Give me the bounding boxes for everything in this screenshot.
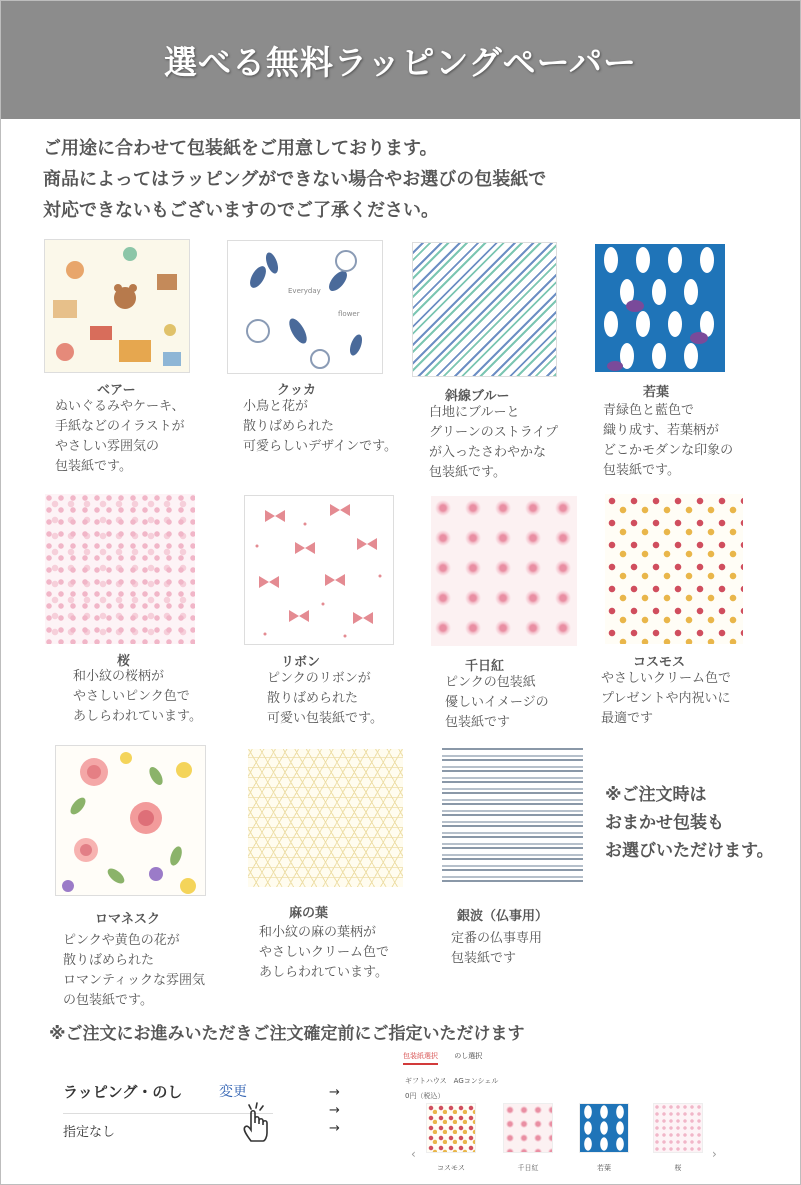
mini-senichiko-swatch[interactable] [503,1103,553,1153]
arrow-icon: → [329,1121,340,1136]
paper-description: 白地にブルーと グリーンのストライプ が入ったさわやかな 包装紙です。 [429,405,558,480]
intro-line: 商品によってはラッピングができない場合やお選びの包装紙で [43,169,547,190]
ribbon-pattern-swatch [244,495,394,645]
mini-sakura-swatch[interactable] [653,1103,703,1153]
paper-name: クッカ [277,383,317,398]
pointer-hand-icon [239,1101,275,1147]
paper-description: ピンクのリボンが 散りばめられた 可愛い包装紙です。 [267,671,383,726]
mini-shop-name: ギフトハウス AGコンシェル [405,1077,499,1085]
senichiko-pattern-swatch [431,496,577,646]
ginpa-pattern-swatch [442,747,583,887]
paper-name: 若葉 [643,385,670,400]
tab-noshi[interactable]: のし選択 [454,1052,483,1060]
kukka-pattern-swatch [227,240,383,374]
mini-wakaba-swatch[interactable] [579,1103,629,1153]
paper-description: 青緑色と藍色で 織り成す、若葉柄が どこかモダンな印象の 包装紙です。 [603,403,734,478]
mini-tabs [403,1051,496,1065]
paper-description: ピンクや黄色の花が 散りばめられた ロマンティックな雰囲気 の包装紙です。 [63,933,205,1008]
mini-price: 0円（税込） [405,1092,445,1100]
mini-label: 若葉 [597,1164,611,1172]
svg-text:Everyday: Everyday [288,287,321,295]
mini-label: 桜 [674,1164,682,1172]
cosmos-pattern-swatch [605,494,743,644]
page-title: 選べる無料ラッピングペーパー [163,42,638,82]
paper-description: 小鳥と花が 散りばめられた 可愛らしいデザインです。 [243,399,398,454]
wrapping-noshi-label: ラッピング・のし [63,1083,183,1101]
paper-name: ベアー [97,383,136,398]
change-link[interactable]: 変更 [219,1084,247,1100]
mini-cosmos-swatch[interactable] [426,1103,476,1153]
paper-description: やさしいクリーム色で プレゼントや内祝いに 最適です [601,671,732,726]
order-note: ※ご注文にお進みいただきご注文確定前にご指定いただけます [49,1024,525,1044]
asanoha-pattern-swatch [248,749,403,887]
omakase-note [605,781,774,865]
paper-name: 銀波（仏事用） [457,909,549,924]
paper-name: 麻の葉 [289,906,329,921]
intro-line: 対応できないもございますのでご了承ください。 [43,200,439,221]
paper-name: 千日紅 [465,659,505,674]
note-line: おまかせ包装も [605,813,724,833]
mini-label: コスモス [437,1164,465,1172]
paper-name: リボン [281,655,321,670]
paper-name: コスモス [633,655,686,670]
intro-text [43,133,546,226]
paper-description: 和小紋の桜柄が やさしいピンク色で あしらわれています。 [73,669,202,724]
bear-pattern-swatch [44,239,190,373]
svg-text:flower: flower [338,310,360,318]
wakaba-pattern-swatch [595,244,725,372]
tab-wrapping[interactable]: 包装紙選択 [403,1051,438,1065]
paper-name: 斜線ブルー [445,389,510,404]
paper-description: 定番の仏事専用 包装紙です [451,931,543,966]
arrow-icon: → [329,1085,340,1100]
blue-stripe-swatch [412,242,557,377]
arrow-icon: → [329,1103,340,1118]
intro-line: ご用途に合わせて包装紙をご用意しております。 [43,138,438,159]
note-line: ※ご注文時は [605,785,707,805]
carousel-prev-icon[interactable]: ‹ [411,1147,416,1161]
wrapping-value: 指定なし [63,1125,116,1140]
note-line: お選びいただけます。 [605,841,774,861]
carousel-next-icon[interactable]: › [712,1147,717,1161]
mini-label: 千日紅 [517,1164,539,1172]
paper-description: ぬいぐるみやケーキ、 手紙などのイラストが やさしい雰囲気の 包装紙です。 [55,399,185,474]
paper-description: ピンクの包装紙 優しいイメージの 包装紙です [445,675,549,730]
sakura-pattern-swatch [45,494,195,644]
paper-name: ロマネスク [95,912,161,927]
paper-description: 和小紋の麻の葉柄が やさしいクリーム色で あしらわれています。 [259,925,390,980]
paper-name: 桜 [117,654,131,669]
romanesque-pattern-swatch [55,745,206,896]
header-banner [1,1,800,119]
